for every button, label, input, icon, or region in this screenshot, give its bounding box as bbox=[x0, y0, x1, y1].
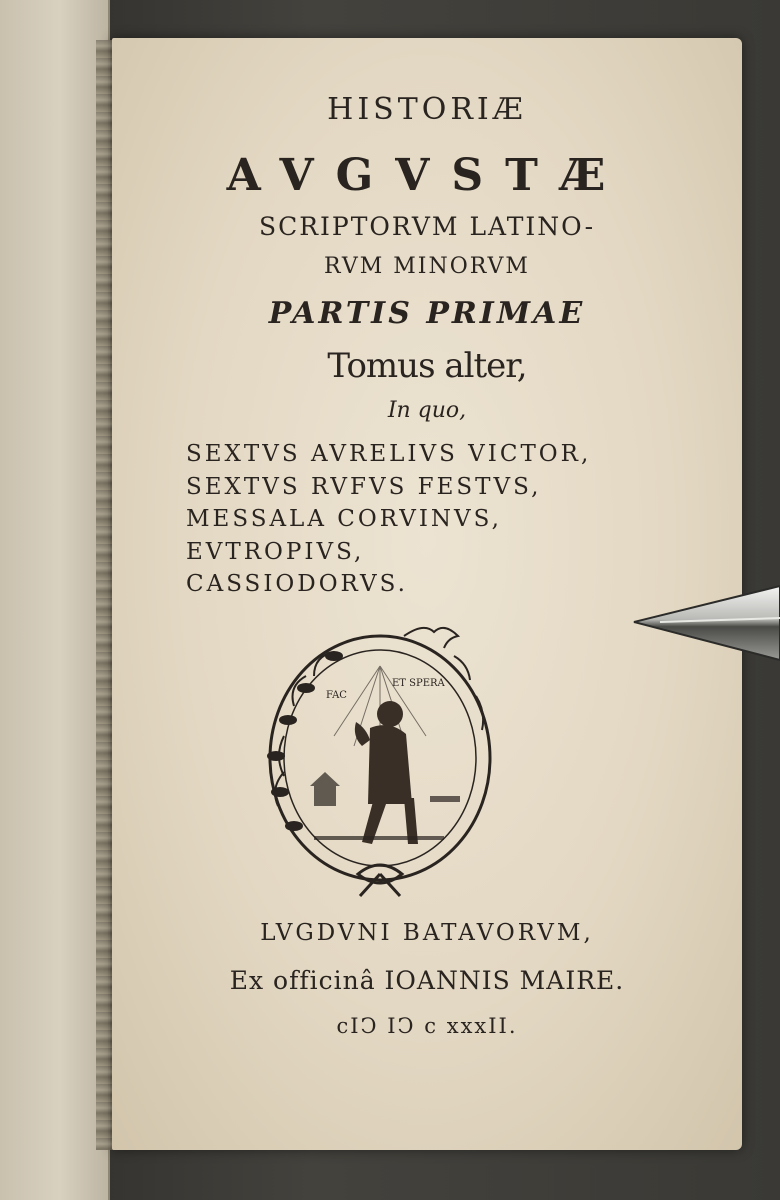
imprint-date: cIↃ IↃ c xxxII. bbox=[336, 1014, 518, 1038]
title-historiae: HISTORIÆ bbox=[327, 92, 527, 127]
title-minorum: RVM MINORVM bbox=[324, 254, 530, 279]
imprint-printer: Ex officinâ IOANNIS MAIRE. bbox=[229, 966, 625, 995]
imprint-place: LVGDVNI BATAVORVM, bbox=[260, 920, 594, 946]
title-in-quo: In quo, bbox=[387, 398, 467, 423]
author-line: EVTROPIVS, bbox=[186, 538, 365, 565]
author-line: CASSIODORVS. bbox=[186, 571, 408, 597]
emblem-motto-spera: ET SPERA bbox=[392, 678, 445, 689]
title-partis-primae: PARTIS PRIMAE bbox=[268, 296, 586, 331]
printers-device-emblem bbox=[254, 616, 506, 904]
emblem-motto-fac: FAC bbox=[326, 690, 347, 701]
author-line: SEXTVS AVRELIVS VICTOR, bbox=[186, 441, 592, 467]
title-scriptorum: SCRIPTORVM LATINO- bbox=[258, 212, 596, 241]
title-tomus-alter: Tomus alter, bbox=[327, 346, 527, 386]
author-line: SEXTVS RVFVS FESTVS, bbox=[186, 473, 542, 500]
author-list bbox=[186, 438, 706, 601]
title-augustae: AVGVSTÆ bbox=[226, 150, 628, 201]
letter-opener-blade bbox=[630, 578, 780, 668]
author-line: MESSALA CORVINVS, bbox=[186, 506, 502, 532]
book-cover-board bbox=[0, 0, 110, 1200]
